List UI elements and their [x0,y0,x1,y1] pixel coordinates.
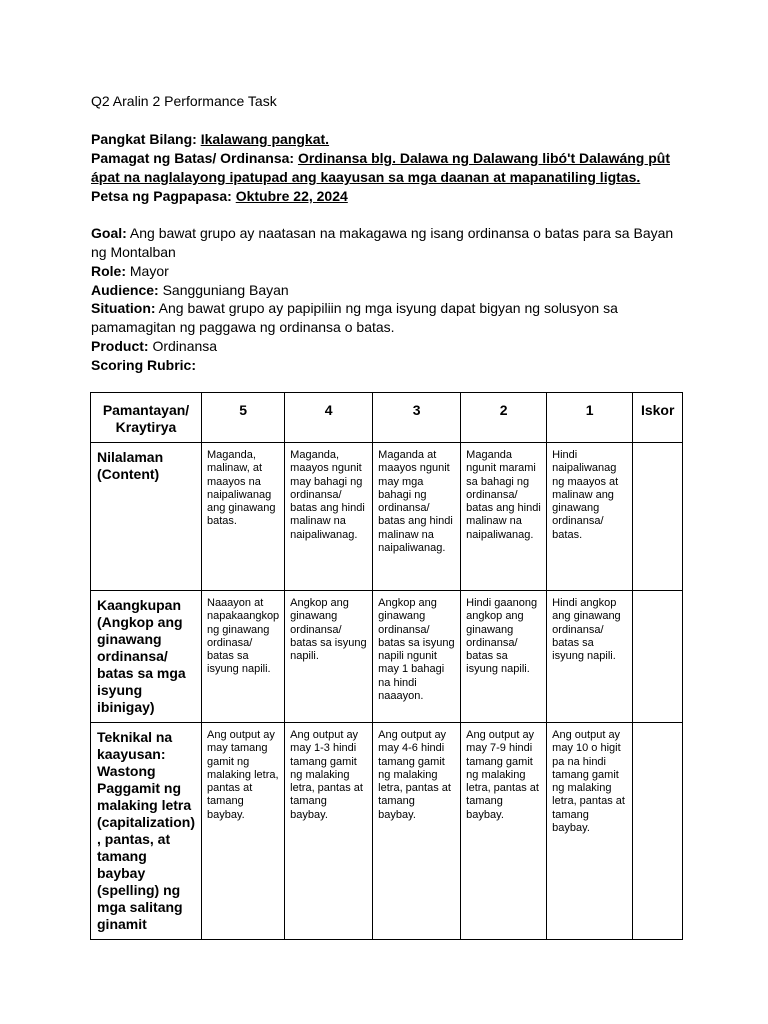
header-score-3: 3 [373,393,461,443]
role-text: Mayor [129,263,169,279]
situation-line [91,299,691,337]
pangkat-label: Pangkat Bilang: [91,131,197,147]
product-label: Product: [91,338,149,354]
role-line [91,262,169,281]
rubric-cell: Angkop ang ginawang ordinansa/ batas sa isyung napili ngunit may 1 bahagi na hindi naaayon. [373,591,461,723]
petsa-line [91,187,348,206]
pamagat-value-line2: ápat na naglalayong ipatupad ang kaayusan sa mga daanan at mapanatiling ligtas. [91,169,641,185]
rubric-cell: Maganda, maayos ngunit may bahagi ng ordinansa/ batas ang hindi malinaw na naipaliwanag. [285,443,373,591]
audience-label: Audience: [91,282,159,298]
rubric-cell: Ang output ay may 7-9 hindi tamang gamit ng malaking letra, pantas at tamang baybay. [461,723,547,940]
rubric-cell: Hindi angkop ang ginawang ordinansa/ batas sa isyung napili. [547,591,633,723]
rubric-table [90,392,683,940]
rubric-header-row [91,393,683,443]
header-score-4: 4 [285,393,373,443]
pangkat-value: Ikalawang pangkat. [200,131,330,147]
product-text: Ordinansa [152,338,218,354]
pangkat-line [91,130,329,149]
rubric-cell: Hindi gaanong angkop ang ginawang ordinansa/ batas sa isyung napili. [461,591,547,723]
rubric-row-nilalaman [91,443,683,591]
header-score-1: 1 [547,393,633,443]
rubric-cell: Hindi naipaliwanag ng maayos at malinaw ang ginawang ordinansa/ batas. [547,443,633,591]
rubric-label: Scoring Rubric: [91,357,197,373]
pamagat-line-2 [91,168,640,187]
header-score-2: 2 [461,393,547,443]
situation-text: Ang bawat grupo ay papipiliin ng mga isyung dapat bigyan ng solusyon sa pamamagitan ng paggawa ng ordinansa o batas. [91,300,618,335]
role-label: Role: [91,263,126,279]
pamagat-label: Pamagat ng Batas/ Ordinansa: [91,150,295,166]
rubric-cell: Naaayon at napakaangkop ng ginawang ordinasa/ batas sa isyung napili. [202,591,285,723]
header-criteria: Pamantayan/ Kraytirya [91,393,202,443]
rubric-row-teknikal [91,723,683,940]
rubric-cell: Ang output ay may tamang gamit ng malaking letra, pantas at tamang baybay. [202,723,285,940]
petsa-value: Oktubre 22, 2024 [235,188,348,204]
product-line [91,337,217,356]
score-cell [633,723,683,940]
rubric-cell: Ang output ay may 4-6 hindi tamang gamit ng malaking letra, pantas at tamang baybay. [373,723,461,940]
document-title: Q2 Aralin 2 Performance Task [91,93,277,109]
criterion-label: Teknikal na kaayusan: Wastong Paggamit ng malaking letra (capitalization) , pantas, at tamang baybay (spelling) ng mga salitang ginamit [91,723,202,940]
rubric-cell: Maganda ngunit marami sa bahagi ng ordinansa/ batas ang hindi malinaw na naipaliwanag. [461,443,547,591]
pamagat-value-line1: Ordinansa blg. Dalawa ng Dalawang libó't Dalawáng pût [297,150,670,166]
rubric-cell: Ang output ay may 1-3 hindi tamang gamit ng malaking letra, pantas at tamang baybay. [285,723,373,940]
score-cell [633,591,683,723]
audience-line [91,281,289,300]
rubric-cell: Maganda at maayos ngunit may mga bahagi ng ordinansa/ batas ang hindi malinaw na naipaliwanag. [373,443,461,591]
rubric-cell: Ang output ay may 10 o higit pa na hindi tamang gamit ng malaking letra, pantas at tamang baybay. [547,723,633,940]
rubric-cell: Maganda, malinaw, at maayos na naipaliwanag ang ginawang batas. [202,443,285,591]
goal-line [91,224,691,262]
criterion-label: Nilalaman (Content) [91,443,202,591]
rubric-cell: Angkop ang ginawang ordinansa/ batas sa isyung napili. [285,591,373,723]
criterion-label: Kaangkupan (Angkop ang ginawang ordinansa/ batas sa mga isyung ibinigay) [91,591,202,723]
goal-text: Ang bawat grupo ay naatasan na makagawa ng isang ordinansa o batas para sa Bayan ng Montalban [91,225,674,260]
situation-label: Situation: [91,300,156,316]
header-score-5: 5 [202,393,285,443]
pamagat-line [91,149,670,168]
goal-label: Goal: [91,225,127,241]
rubric-row-kaangkupan [91,591,683,723]
petsa-label: Petsa ng Pagpapasa: [91,188,232,204]
audience-text: Sangguniang Bayan [162,282,289,298]
score-cell [633,443,683,591]
header-iskor: Iskor [633,393,683,443]
